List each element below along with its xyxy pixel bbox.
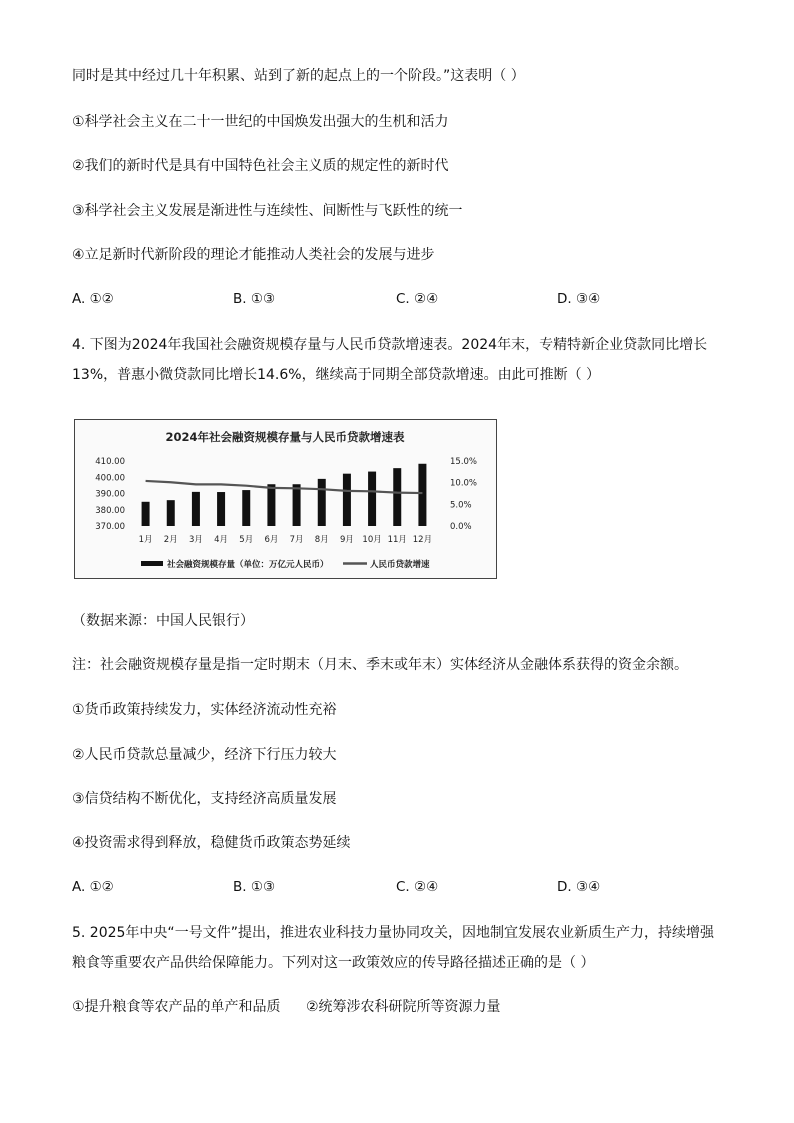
x-axis-tick-label: 11月 [387, 535, 407, 545]
q4-option-b[interactable]: B. ①③ [233, 879, 276, 895]
q5-statement-1: ①提升粮食等农产品的单产和品质 [72, 999, 281, 1015]
q4-option-c[interactable]: C. ②④ [396, 879, 439, 895]
q5-stem-line-2: 粮食等重要农产品供给保障能力。下列对这一政策效应的传导路径描述正确的是（ ） [72, 955, 595, 971]
loan-growth-chart [74, 419, 497, 579]
left-axis-tick-label: 380.00 [95, 505, 125, 516]
legend-bar-label: 社会融资规模存量（单位：万亿元人民币） [167, 560, 329, 570]
q4-option-d[interactable]: D. ③④ [557, 879, 601, 895]
q4-stem-line-2: 13%，普惠小微贷款同比增长14.6%，继续高于同期全部贷款增速。由此可推断（ ） [72, 367, 601, 383]
bar-social-financing [418, 464, 426, 526]
left-axis-tick-label: 390.00 [95, 489, 125, 500]
data-source: （数据来源：中国人民银行） [72, 613, 254, 629]
bar-social-financing [343, 474, 351, 526]
bar-social-financing [242, 490, 250, 526]
bar-social-financing [318, 479, 326, 526]
q5-statement-2: ②统筹涉农科研院所等资源力量 [306, 999, 501, 1015]
bar-social-financing [393, 468, 401, 526]
chart-title: 2024年社会融资规模存量与人民币贷款增速表 [165, 430, 405, 444]
x-axis-tick-label: 12月 [412, 535, 433, 545]
q3-option-d[interactable]: D. ③④ [557, 291, 601, 307]
bar-social-financing [368, 472, 376, 526]
left-axis-tick-label: 410.00 [95, 457, 125, 467]
x-axis-tick-label: 9月 [339, 535, 354, 545]
q5-stem-line-1: 5. 2025年中央“一号文件”提出，推进农业科技力量协同攻关，因地制宜发展农业新质生产力，持续增强 [72, 925, 714, 941]
right-axis-tick-label: 5.0% [450, 500, 472, 511]
q3-option-a[interactable]: A. ①② [72, 291, 114, 307]
x-axis-tick-label: 8月 [314, 535, 329, 545]
x-axis-tick-label: 5月 [239, 535, 254, 545]
q3-statement-2: ②我们的新时代是具有中国特色社会主义质的规定性的新时代 [72, 158, 449, 174]
bar-social-financing [267, 484, 275, 526]
bar-social-financing [142, 502, 150, 526]
line-loan-growth [146, 481, 423, 493]
x-axis-tick-label: 7月 [289, 535, 304, 545]
bar-social-financing [293, 484, 301, 526]
x-axis-tick-label: 1月 [138, 535, 153, 545]
bar-social-financing [167, 500, 175, 526]
q4-statement-1: ①货币政策持续发力，实体经济流动性充裕 [72, 702, 337, 718]
bar-social-financing [217, 492, 225, 526]
chart-note: 注：社会融资规模存量是指一定时期末（月末、季末或年末）实体经济从金融体系获得的资金余额。 [72, 657, 688, 673]
right-axis-tick-label: 0.0% [450, 522, 472, 532]
q3-option-b[interactable]: B. ①③ [233, 291, 276, 307]
q4-statement-2: ②人民币贷款总量减少，经济下行压力较大 [72, 747, 337, 763]
right-axis-tick-label: 15.0% [450, 457, 478, 467]
x-axis-tick-label: 6月 [264, 535, 279, 545]
q4-stem-line-1: 4. 下图为2024年我国社会融资规模存量与人民币贷款增速表。2024年末，专精特新企业贷款同比增长 [72, 337, 708, 353]
bar-social-financing [192, 492, 200, 526]
chart-svg [75, 420, 496, 577]
x-axis-tick-label: 2月 [163, 535, 178, 545]
x-axis-tick-label: 3月 [188, 535, 203, 545]
q4-statement-4: ④投资需求得到释放，稳健货币政策态势延续 [72, 835, 351, 851]
q4-statement-3: ③信贷结构不断优化，支持经济高质量发展 [72, 791, 337, 807]
q3-statement-3: ③科学社会主义发展是渐进性与连续性、间断性与飞跃性的统一 [72, 203, 463, 219]
left-axis-tick-label: 400.00 [95, 473, 125, 484]
q3-stem-continuation: 同时是其中经过几十年积累、站到了新的起点上的一个阶段。”这表明（ ） [72, 68, 525, 84]
q4-option-a[interactable]: A. ①② [72, 879, 114, 895]
q3-option-c[interactable]: C. ②④ [396, 291, 439, 307]
q3-statement-1: ①科学社会主义在二十一世纪的中国焕发出强大的生机和活力 [72, 114, 449, 130]
right-axis-tick-label: 10.0% [450, 478, 478, 489]
x-axis-tick-label: 10月 [362, 535, 382, 545]
legend-bar-swatch [141, 561, 163, 566]
left-axis-tick-label: 370.00 [95, 522, 125, 532]
q3-statement-4: ④立足新时代新阶段的理论才能推动人类社会的发展与进步 [72, 247, 435, 263]
x-axis-tick-label: 4月 [214, 535, 229, 545]
legend-line-label: 人民币贷款增速 [370, 560, 430, 570]
